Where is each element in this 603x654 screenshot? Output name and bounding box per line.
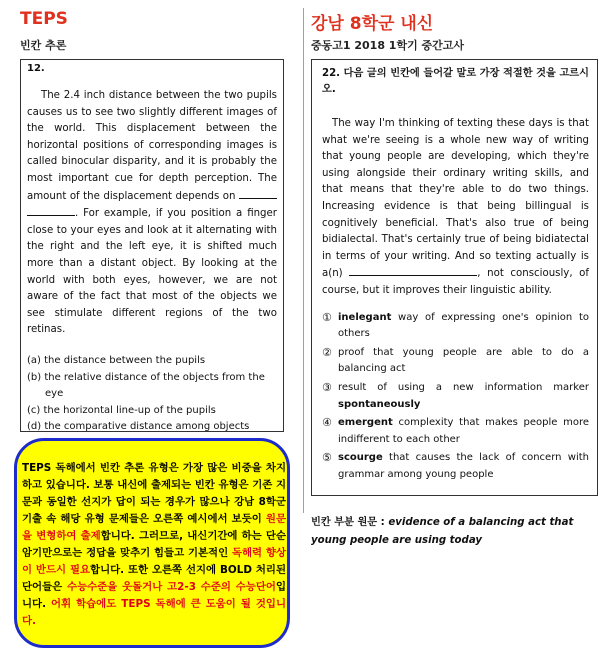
column-divider [303, 8, 304, 513]
choice-number: ④ [322, 416, 332, 430]
passage-part-2: , not consciously, of course, but it improves their linguistic ability. [322, 268, 589, 296]
choice-3 [322, 380, 589, 413]
highlight-vocab-study: 어휘 학습에도 TEPS 독해에 큰 도움이 될 것입니다. [22, 598, 286, 627]
left-column-title: TEPS [20, 9, 68, 29]
choice-number: ① [322, 310, 332, 324]
passage-part-1: The way I'm thinking of texting these days is that what we're seeing is a whole new way of writing that young people are developing, which they're using alongside their ordinary writing skills, and that means that they're able to do two things. Increasing evidence is that being billingual is cognitively beneficial. That's also true of being bidialectal. That's certainly true of being bidiatectal in terms of your writing. And so texting actually is a(n) [322, 118, 589, 280]
choice-text: complexity that makes people more indifferent to each other [338, 417, 589, 445]
answer-blank [349, 265, 477, 276]
choice-5 [322, 450, 589, 483]
source-label: 빈칸 부분 원문 : [311, 517, 389, 528]
answer-blank-continued [27, 205, 75, 216]
choice-bold-word: scourge [338, 452, 383, 464]
commentary-text: TEPS 독해에서 빈칸 추론 유형은 가장 많은 비중을 차지하고 있습니다. 보통 내신에 출제되는 빈칸 유형은 기존 지문과 동일한 선지가 답이 되는 경우가 많으나 강남 8학군 기출 속 해당 유형 문제들은 오른쪽 예시에서 보듯이 원문을 변형하여 출제합니다. 그러므로, 내신기간에 하는 단순 암기만으로는 정답을 맞추기 힘들고 기본적인 독해력 향상이 반드시 필요합니다. 또한 오른쪽 선지에 BOLD 처리된 단어들은 수능수준을 웃돌거나 고2-3 수준의 수능단어입니다. 어휘 학습에도 TEPS 독해에 큰 도움이 될 것입니다. [22, 462, 287, 627]
choice-4 [322, 415, 589, 448]
teps-passage [27, 88, 277, 339]
teps-question-box [20, 59, 284, 432]
left-column-subtitle: 빈칸 추론 [20, 39, 67, 52]
naesin-passage [322, 116, 589, 300]
highlight-reading: 독해력 향상이 반드시 필요 [22, 547, 287, 576]
source-original-text [311, 514, 598, 550]
passage-part-1: The 2.4 inch distance between the two pupils causes us to see two slightly different images of the world. This displacement between the horizontal positions of corresponding images is called binocular disparity, and it is probably the most important cue for depth perception. The amount of the displacement depends on [27, 90, 277, 202]
choice-number: ② [322, 345, 332, 359]
choice-text: that causes the lack of concern with grammar among young people [338, 452, 589, 480]
right-column-subtitle: 중동고1 2018 1학기 중간고사 [311, 39, 465, 52]
choice-bold-word: inelegant [338, 311, 392, 323]
teps-options [27, 353, 277, 436]
option-c: (c) the horizontal line-up of the pupils [27, 404, 216, 416]
commentary-note [14, 438, 290, 648]
highlight-vocab-level: 수능수준을 웃돌거나 고2-3 수준의 수능단어 [67, 581, 276, 593]
choice-2 [322, 345, 589, 378]
choice-bold-word: emergent [338, 417, 393, 429]
choice-1 [322, 310, 589, 343]
choice-text: proof that young people are able to do a balancing act [338, 346, 589, 375]
passage-part-2: . For example, if you position a finger close to your eyes and look at it alternating with the right and the left eye, it is shifted much more than a distant object. By looking at the world with both eyes, however, we are not aware of the fact that most of the objects we see stimulate different regions of the two retinas. [27, 208, 277, 336]
choice-text: way of expressing one's opinion to others [338, 311, 589, 340]
choice-number: ③ [322, 380, 332, 394]
option-d: (d) the comparative distance among objects [27, 421, 250, 433]
naesin-question-box [311, 59, 598, 496]
right-column-title: 강남 8학군 내신 [311, 14, 434, 34]
choice-bold-word: spontaneously [338, 398, 421, 410]
question-prompt: 22. 다음 글의 빈칸에 들어갈 말로 가장 적절한 것을 고르시오. [322, 68, 589, 95]
choice-text: result of using a new information marker [338, 381, 589, 393]
naesin-choices [322, 310, 589, 484]
question-number: 12. [27, 63, 45, 74]
option-a: (a) the distance between the pupils [27, 354, 206, 366]
choice-number: ⑤ [322, 451, 332, 465]
highlight-modified: 원문을 변형하여 출제 [22, 513, 286, 542]
option-b: (b) the relative distance of the objects from the eye [27, 371, 265, 400]
answer-blank [239, 188, 277, 199]
source-value: evidence of a balancing act that young people are using today [311, 517, 574, 546]
